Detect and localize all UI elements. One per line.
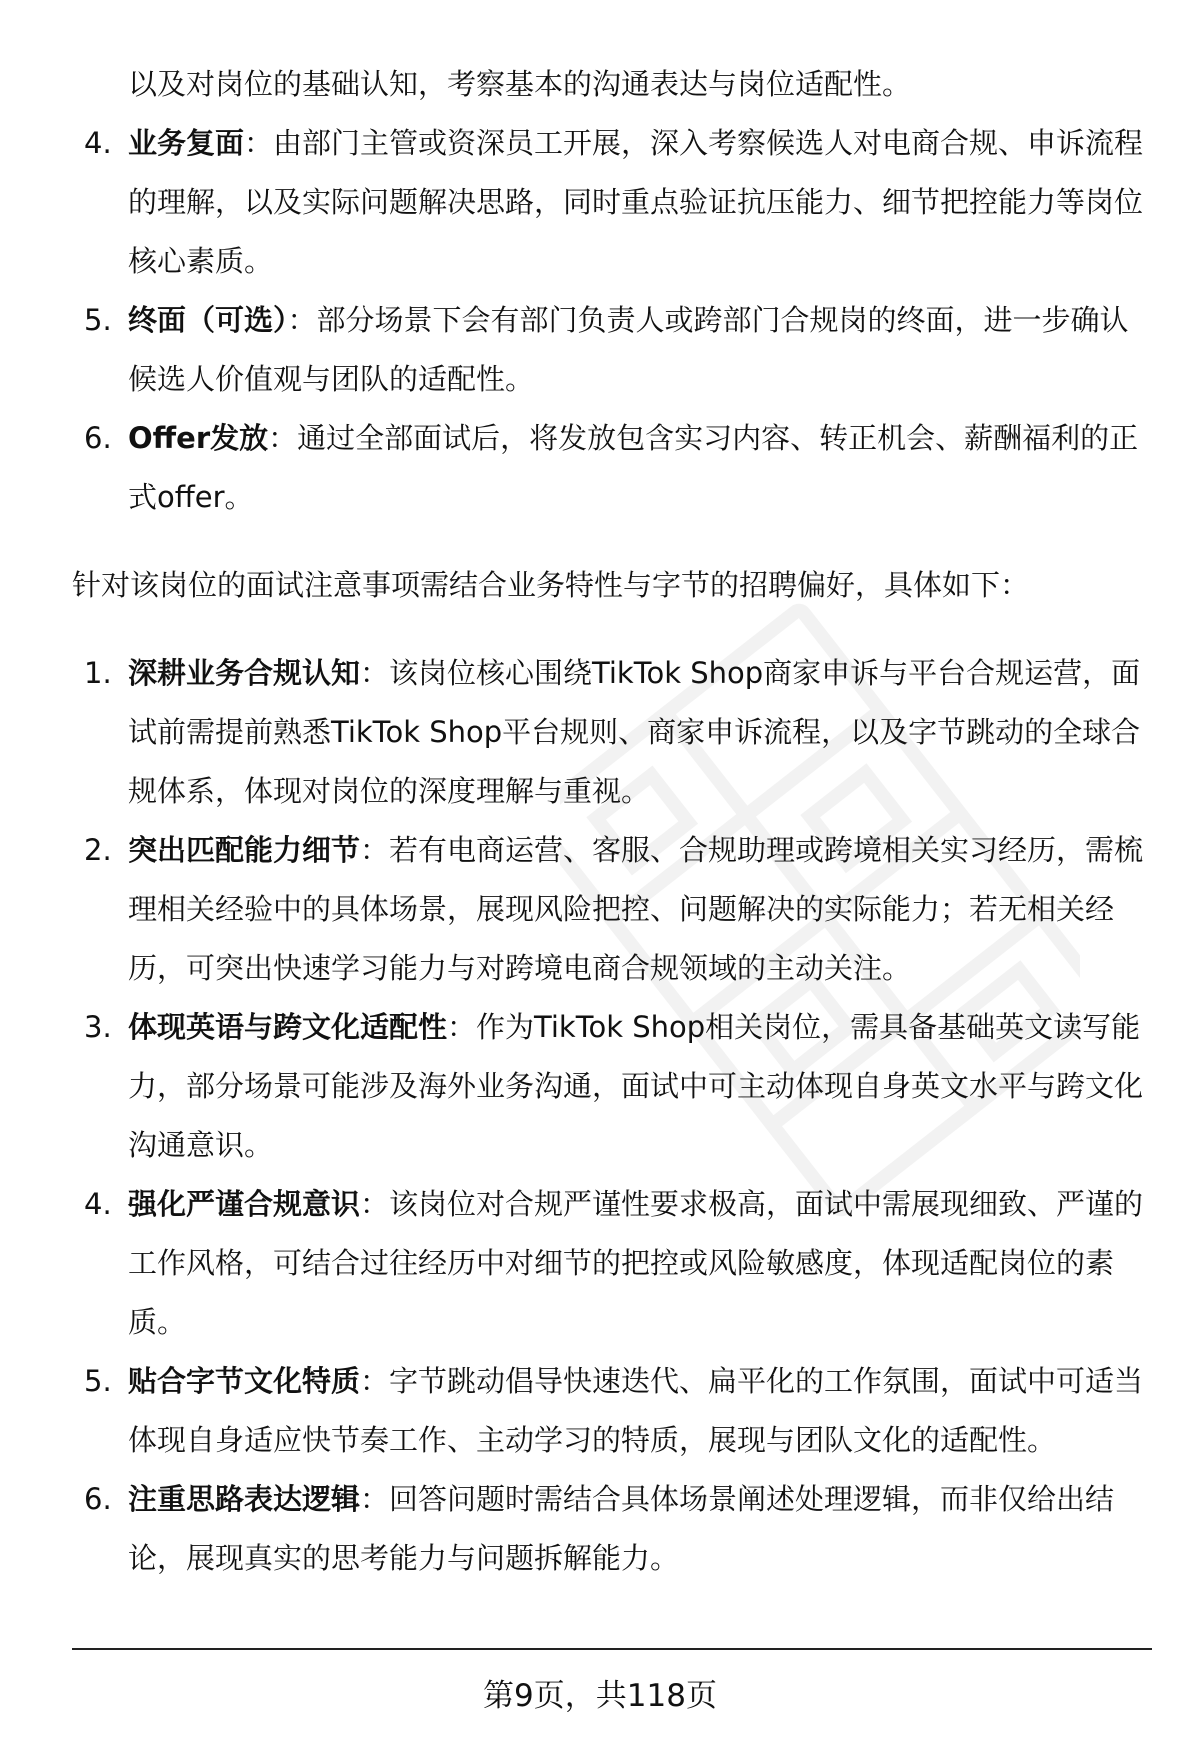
item-description: ：字节跳动倡导快速迭代、扁平化的工作氛围，面试中可适当体现自身适应快节奏工作、主动学习的特质，展现与团队文化的适配性。	[128, 1364, 1144, 1457]
item-term: Offer发放	[128, 421, 269, 455]
list-item	[72, 644, 1152, 821]
item-term: 注重思路表达逻辑	[128, 1482, 361, 1516]
item-number: 6.	[84, 1482, 112, 1516]
list-item	[72, 409, 1152, 527]
tips-intro: 针对该岗位的面试注意事项需结合业务特性与字节的招聘偏好，具体如下：	[72, 568, 1030, 602]
item-term: 体现英语与跨文化适配性	[128, 1010, 448, 1044]
item-description: ：通过全部面试后，将发放包含实习内容、转正机会、薪酬福利的正式offer。	[128, 421, 1139, 514]
footer-divider	[72, 1648, 1152, 1650]
item-number: 6.	[84, 421, 112, 455]
item-term: 业务复面	[128, 126, 245, 160]
item-number: 3.	[84, 1010, 112, 1044]
list-item	[72, 998, 1152, 1175]
list-item	[72, 291, 1152, 409]
page-number: 第9页，共118页	[483, 1678, 717, 1714]
list-item	[72, 821, 1152, 998]
item-term: 深耕业务合规认知	[128, 656, 361, 690]
list-item	[72, 1352, 1152, 1470]
item-number: 5.	[84, 303, 112, 337]
item-number: 1.	[84, 656, 112, 690]
item-term: 贴合字节文化特质	[128, 1364, 361, 1398]
process-steps-list	[72, 114, 1152, 527]
item-number: 2.	[84, 833, 112, 867]
item-description: ：若有电商运营、客服、合规助理或跨境相关实习经历，需梳理相关经验中的具体场景，展现风险把控、问题解决的实际能力；若无相关经历，可突出快速学习能力与对跨境电商合规领域的主动关注。	[128, 833, 1144, 985]
list-item	[72, 1175, 1152, 1352]
main-content	[72, 55, 1152, 1588]
item-term: 突出匹配能力细节	[128, 833, 361, 867]
item-number: 4.	[84, 1187, 112, 1221]
tips-list	[72, 644, 1152, 1588]
item-description: ：部分场景下会有部门负责人或跨部门合规岗的终面，进一步确认候选人价值观与团队的适配性。	[128, 303, 1129, 396]
item-description: ：该岗位对合规严谨性要求极高，面试中需展现细致、严谨的工作风格，可结合过往经历中对细节的把控或风险敏感度，体现适配岗位的素质。	[128, 1187, 1144, 1339]
item-description: ：作为TikTok Shop相关岗位，需具备基础英文读写能力，部分场景可能涉及海外业务沟通，面试中可主动体现自身英文水平与跨文化沟通意识。	[128, 1010, 1144, 1162]
item-term: 强化严谨合规意识	[128, 1187, 361, 1221]
item-description: ：回答问题时需结合具体场景阐述处理逻辑，而非仅给出结论，展现真实的思考能力与问题拆解能力。	[128, 1482, 1115, 1575]
continuation-text: 以及对岗位的基础认知，考察基本的沟通表达与岗位适配性。	[128, 67, 912, 101]
list-item	[72, 114, 1152, 291]
item-number: 4.	[84, 126, 112, 160]
item-description: ：由部门主管或资深员工开展，深入考察候选人对电商合规、申诉流程的理解，以及实际问题解决思路，同时重点验证抗压能力、细节把控能力等岗位核心素质。	[128, 126, 1144, 278]
item-description: ：该岗位核心围绕TikTok Shop商家申诉与平台合规运营，面试前需提前熟悉TikTok Shop平台规则、商家申诉流程，以及字节跳动的全球合规体系，体现对岗位的深度理解与重视。	[128, 656, 1141, 808]
list-item	[72, 1470, 1152, 1588]
item-term: 终面（可选）	[128, 303, 288, 337]
item-number: 5.	[84, 1364, 112, 1398]
